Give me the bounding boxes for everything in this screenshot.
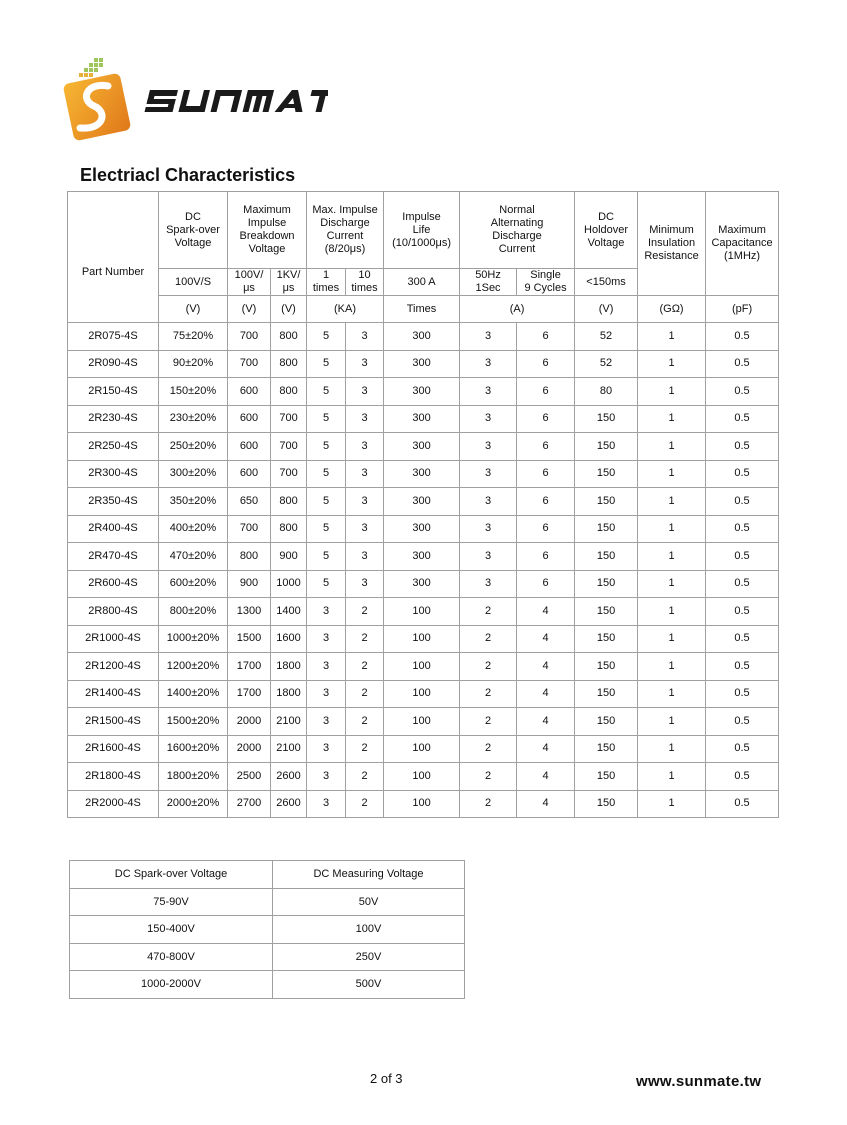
table-cell: 6 [517,378,575,406]
table-cell: 600 [228,378,271,406]
table-cell: 800 [271,350,307,378]
table-cell: 3 [307,653,346,681]
table-cell: 3 [307,790,346,818]
table-cell: 5 [307,323,346,351]
table-cell: 3 [346,460,384,488]
subheader-impulse-life: 300 A [384,269,460,296]
table-row [68,543,779,571]
table-cell: 4 [517,598,575,626]
table-cell: 470±20% [159,543,228,571]
table-row [68,515,779,543]
part-number-cell: 2R1500-4S [68,708,159,736]
table-cell: 2600 [271,790,307,818]
table-cell: 230±20% [159,405,228,433]
table-cell: 0.5 [706,323,779,351]
table-cell: 2500 [228,763,271,791]
table-cell: 0.5 [706,735,779,763]
unit-discharge: (KA) [307,296,384,323]
electrical-table-body [68,323,779,818]
table-cell: 2 [346,680,384,708]
table-cell: 6 [517,515,575,543]
table-cell: 6 [517,543,575,571]
table-row [70,888,465,916]
table-cell: 1 [638,625,706,653]
table-cell: 150 [575,570,638,598]
table-cell: 150 [575,405,638,433]
part-number-cell: 2R1200-4S [68,653,159,681]
table-cell: 52 [575,350,638,378]
table-cell: 1 [638,488,706,516]
table-cell: 150 [575,790,638,818]
table-cell: 0.5 [706,790,779,818]
header-max-capacitance: Maximum Capacitance (1MHz) [706,192,779,296]
table-cell: 3 [460,460,517,488]
table-cell: 150 [575,708,638,736]
part-number-cell: 2R1400-4S [68,680,159,708]
table-cell: 2 [460,763,517,791]
table-cell: 150 [575,625,638,653]
table-cell: 1 [638,515,706,543]
table-cell: 2 [346,763,384,791]
table-cell: 150 [575,460,638,488]
table-cell: 3 [346,570,384,598]
part-number-cell: 2R300-4S [68,460,159,488]
table-cell: 300 [384,570,460,598]
table-cell: 3 [307,680,346,708]
table-cell: 100 [384,598,460,626]
table-cell: 1600±20% [159,735,228,763]
table-cell: 800 [271,488,307,516]
unit-capacitance: (pF) [706,296,779,323]
table-cell: 2 [460,598,517,626]
header-impulse-life: Impulse Life (10/1000μs) [384,192,460,269]
part-number-cell: 2R470-4S [68,543,159,571]
table-cell: 0.5 [706,433,779,461]
table-cell: 2 [346,735,384,763]
table-cell: 3 [460,570,517,598]
table-cell: 100 [384,625,460,653]
table-cell: 1 [638,405,706,433]
table-cell: 1 [638,433,706,461]
table-cell: 80 [575,378,638,406]
subheader-breakdown-a: 100V/ μs [228,269,271,296]
table-cell: 2 [346,790,384,818]
table-cell: 1 [638,790,706,818]
table-cell: 1 [638,708,706,736]
table-row [68,790,779,818]
table-cell: 2000±20% [159,790,228,818]
table-cell: 1 [638,378,706,406]
header-dc-spark-over-voltage: DC Spark-over Voltage [70,861,273,889]
part-number-cell: 2R350-4S [68,488,159,516]
page-number: 2 of 3 [370,1071,403,1086]
table-cell: 600±20% [159,570,228,598]
table-cell: 1 [638,323,706,351]
table-cell: 3 [346,543,384,571]
table-cell: 700 [228,350,271,378]
table-cell: 300 [384,350,460,378]
table-cell: 2 [346,625,384,653]
measuring-voltage-cell: 50V [273,888,465,916]
table-cell: 0.5 [706,680,779,708]
table-row [68,350,779,378]
table-row [68,680,779,708]
table-cell: 800 [271,378,307,406]
part-number-cell: 2R150-4S [68,378,159,406]
table-cell: 3 [460,488,517,516]
subheader-discharge-b: 10 times [346,269,384,296]
table-cell: 0.5 [706,515,779,543]
table-cell: 300 [384,515,460,543]
table-cell: 5 [307,378,346,406]
table-row [68,405,779,433]
subheader-breakdown-b: 1KV/ μs [271,269,307,296]
part-number-cell: 2R800-4S [68,598,159,626]
table-cell: 0.5 [706,378,779,406]
table-cell: 5 [307,515,346,543]
table-cell: 1400±20% [159,680,228,708]
table-cell: 3 [346,433,384,461]
table-cell: 0.5 [706,488,779,516]
table-cell: 1800 [271,653,307,681]
table-cell: 0.5 [706,625,779,653]
table-cell: 2 [346,653,384,681]
table-cell: 400±20% [159,515,228,543]
table-cell: 4 [517,790,575,818]
table-cell: 250±20% [159,433,228,461]
table-cell: 3 [460,543,517,571]
table-cell: 1300 [228,598,271,626]
unit-breakdown-b: (V) [271,296,307,323]
table-cell: 150 [575,680,638,708]
table-cell: 900 [271,543,307,571]
table-cell: 6 [517,350,575,378]
table-cell: 3 [460,405,517,433]
table-cell: 4 [517,708,575,736]
part-number-cell: 2R2000-4S [68,790,159,818]
table-cell: 300 [384,460,460,488]
table-cell: 300 [384,323,460,351]
website-url: www.sunmate.tw [636,1073,762,1090]
subheader-ac-b: Single 9 Cycles [517,269,575,296]
subheader-dc-spark: 100V/S [159,269,228,296]
table-row [68,708,779,736]
table-cell: 4 [517,735,575,763]
sunmate-logo [58,56,328,146]
table-row [68,763,779,791]
table-cell: 300±20% [159,460,228,488]
table-cell: 3 [307,708,346,736]
table-cell: 0.5 [706,653,779,681]
measuring-voltage-cell: 100V [273,916,465,944]
unit-ac: (A) [460,296,575,323]
table-cell: 650 [228,488,271,516]
table-cell: 2 [460,708,517,736]
table-cell: 2000 [228,708,271,736]
header-part-number: Part Number [68,192,159,323]
table-cell: 5 [307,350,346,378]
table-row [68,625,779,653]
table-cell: 800 [228,543,271,571]
table-cell: 2 [460,680,517,708]
unit-holdover: (V) [575,296,638,323]
table-cell: 100 [384,680,460,708]
table-cell: 300 [384,488,460,516]
table-cell: 5 [307,433,346,461]
table-cell: 2600 [271,763,307,791]
part-number-cell: 2R400-4S [68,515,159,543]
table-cell: 0.5 [706,570,779,598]
table-cell: 3 [460,323,517,351]
table-cell: 2 [460,790,517,818]
spark-over-range-cell: 150-400V [70,916,273,944]
table-cell: 3 [307,763,346,791]
header-max-breakdown: Maximum Impulse Breakdown Voltage [228,192,307,269]
table-cell: 1 [638,735,706,763]
spark-over-range-cell: 1000-2000V [70,971,273,999]
table-cell: 1200±20% [159,653,228,681]
table-cell: 2 [460,735,517,763]
table-cell: 2000 [228,735,271,763]
table-cell: 900 [228,570,271,598]
table-cell: 6 [517,570,575,598]
table-cell: 4 [517,680,575,708]
table-cell: 150 [575,735,638,763]
table-cell: 600 [228,405,271,433]
header-dc-measuring-voltage: DC Measuring Voltage [273,861,465,889]
table-cell: 5 [307,405,346,433]
spark-over-range-cell: 470-800V [70,943,273,971]
table-cell: 3 [307,735,346,763]
part-number-cell: 2R250-4S [68,433,159,461]
table-cell: 0.5 [706,598,779,626]
table-cell: 1800 [271,680,307,708]
table-cell: 800 [271,515,307,543]
table-cell: 3 [346,515,384,543]
measuring-voltage-table [69,860,465,999]
table-cell: 6 [517,323,575,351]
table-cell: 150 [575,598,638,626]
table-cell: 6 [517,488,575,516]
table-cell: 2 [460,653,517,681]
unit-dc-spark: (V) [159,296,228,323]
table-cell: 150 [575,515,638,543]
table-cell: 1800±20% [159,763,228,791]
table-row [70,916,465,944]
table-cell: 1700 [228,680,271,708]
table-cell: 0.5 [706,543,779,571]
header-dc-spark-over: DC Spark-over Voltage [159,192,228,269]
table-cell: 1000 [271,570,307,598]
table-cell: 52 [575,323,638,351]
table-row [68,323,779,351]
table-cell: 100 [384,708,460,736]
table-cell: 700 [271,460,307,488]
table-cell: 6 [517,460,575,488]
table-cell: 700 [228,515,271,543]
table-cell: 800±20% [159,598,228,626]
table-cell: 800 [271,323,307,351]
table-cell: 3 [346,488,384,516]
table-cell: 3 [460,378,517,406]
header-max-discharge: Max. Impulse Discharge Current (8/20μs) [307,192,384,269]
table-cell: 2100 [271,708,307,736]
table-cell: 2100 [271,735,307,763]
table-cell: 150 [575,653,638,681]
table-cell: 5 [307,570,346,598]
table-cell: 2 [460,625,517,653]
table-cell: 100 [384,763,460,791]
table-cell: 3 [346,378,384,406]
table-cell: 5 [307,488,346,516]
part-number-cell: 2R090-4S [68,350,159,378]
table-cell: 1500 [228,625,271,653]
part-number-cell: 2R600-4S [68,570,159,598]
table-cell: 3 [346,350,384,378]
table-cell: 350±20% [159,488,228,516]
table-cell: 3 [346,405,384,433]
table-cell: 2 [346,598,384,626]
table-cell: 3 [460,515,517,543]
part-number-cell: 2R075-4S [68,323,159,351]
table-cell: 300 [384,433,460,461]
table-cell: 6 [517,405,575,433]
table-cell: 3 [307,598,346,626]
table-cell: 0.5 [706,350,779,378]
table-cell: 600 [228,433,271,461]
table-row [68,488,779,516]
table-cell: 1 [638,763,706,791]
table-cell: 2 [346,708,384,736]
table-cell: 150 [575,763,638,791]
electrical-characteristics-table [67,191,779,818]
unit-breakdown-a: (V) [228,296,271,323]
table-cell: 3 [460,433,517,461]
table-cell: 1600 [271,625,307,653]
part-number-cell: 2R230-4S [68,405,159,433]
table-cell: 300 [384,405,460,433]
table-cell: 0.5 [706,708,779,736]
subheader-holdover: <150ms [575,269,638,296]
table-cell: 700 [271,405,307,433]
table-row [68,378,779,406]
table-cell: 700 [228,323,271,351]
subheader-discharge-a: 1 times [307,269,346,296]
table-cell: 150 [575,488,638,516]
table-row [70,943,465,971]
header-normal-ac: Normal Alternating Discharge Current [460,192,575,269]
table-row [68,653,779,681]
table-cell: 0.5 [706,460,779,488]
table-row [68,460,779,488]
unit-impulse-life: Times [384,296,460,323]
table-cell: 3 [346,323,384,351]
table-cell: 0.5 [706,763,779,791]
table-cell: 150±20% [159,378,228,406]
part-number-cell: 2R1800-4S [68,763,159,791]
page-title: Electriacl Characteristics [80,165,296,185]
table-cell: 1500±20% [159,708,228,736]
spark-over-range-cell: 75-90V [70,888,273,916]
measuring-voltage-cell: 500V [273,971,465,999]
part-number-cell: 2R1000-4S [68,625,159,653]
table-cell: 5 [307,460,346,488]
table-row [68,735,779,763]
table-cell: 700 [271,433,307,461]
table-cell: 150 [575,543,638,571]
table-cell: 1 [638,570,706,598]
table-cell: 1700 [228,653,271,681]
table-cell: 1 [638,680,706,708]
table-cell: 1 [638,653,706,681]
table-row [68,598,779,626]
table-cell: 1 [638,460,706,488]
table-cell: 4 [517,763,575,791]
table-cell: 600 [228,460,271,488]
part-number-cell: 2R1600-4S [68,735,159,763]
table-row [68,570,779,598]
table-cell: 2700 [228,790,271,818]
subheader-ac-a: 50Hz 1Sec [460,269,517,296]
table-cell: 150 [575,433,638,461]
table-cell: 0.5 [706,405,779,433]
table-cell: 75±20% [159,323,228,351]
table-cell: 90±20% [159,350,228,378]
table-cell: 1000±20% [159,625,228,653]
table-cell: 3 [307,625,346,653]
table-cell: 3 [460,350,517,378]
table-cell: 4 [517,625,575,653]
measuring-voltage-cell: 250V [273,943,465,971]
table-cell: 1 [638,350,706,378]
unit-insulation: (GΩ) [638,296,706,323]
table-cell: 1400 [271,598,307,626]
table-cell: 4 [517,653,575,681]
table-cell: 300 [384,378,460,406]
table-row [70,971,465,999]
header-dc-holdover: DC Holdover Voltage [575,192,638,269]
measuring-voltage-body [70,888,465,998]
table-cell: 6 [517,433,575,461]
table-cell: 100 [384,653,460,681]
header-min-insulation: Minimum Insulation Resistance [638,192,706,296]
table-cell: 300 [384,543,460,571]
table-cell: 5 [307,543,346,571]
table-cell: 1 [638,543,706,571]
table-cell: 100 [384,735,460,763]
table-cell: 1 [638,598,706,626]
table-row [68,433,779,461]
table-cell: 100 [384,790,460,818]
sunmate-logo-graphic [58,56,328,146]
